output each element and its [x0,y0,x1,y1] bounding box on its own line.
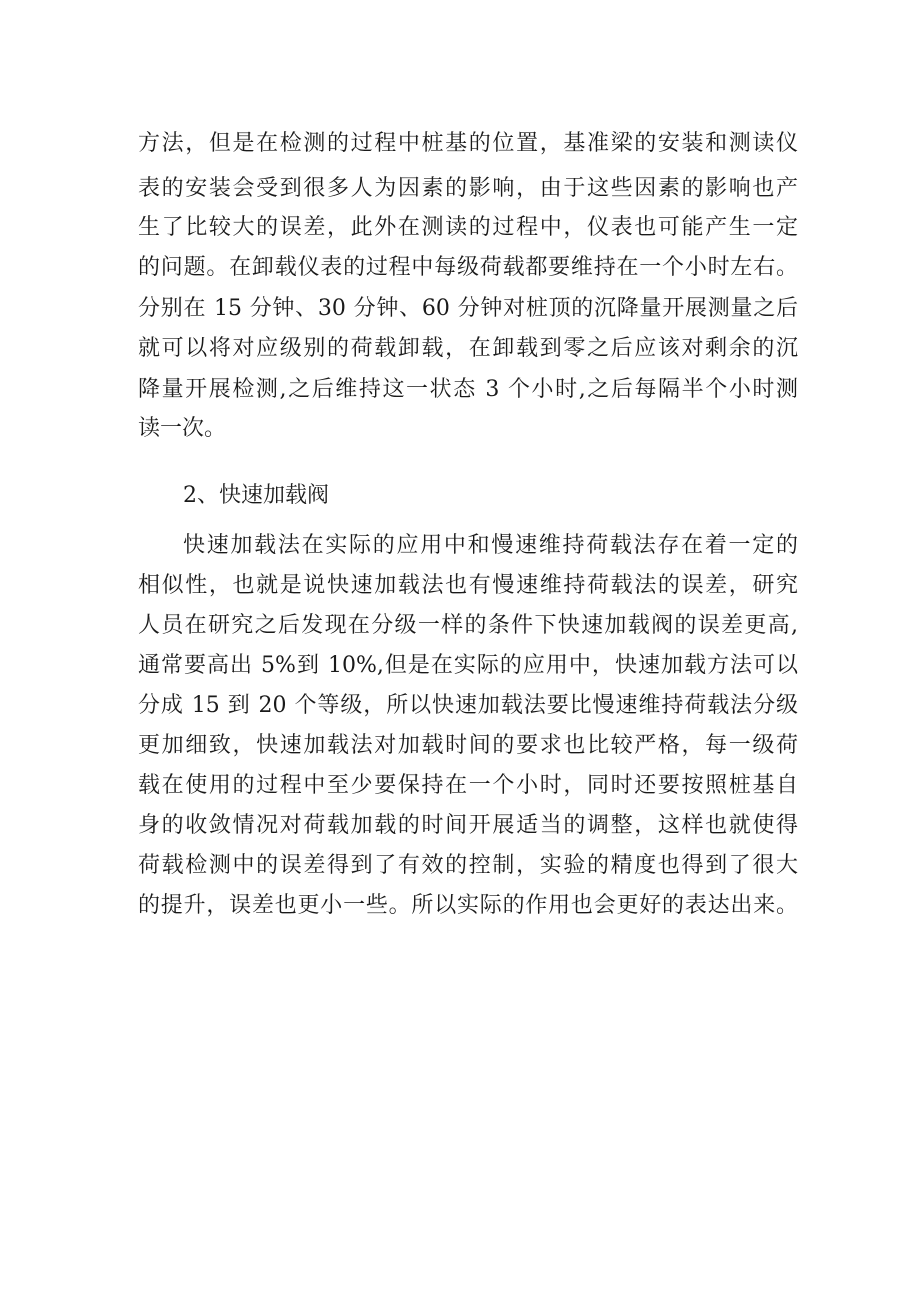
paragraph-line: 相似性，也就是说快速加载法也有慢速维持荷载法的误差，研究 [138,573,798,598]
paragraph-line: 快速加载法在实际的应用中和慢速维持荷载法存在着一定的 [183,533,798,558]
paragraph-line: 分成 15 到 20 个等级，所以快速加载法要比慢速维持荷载法分级 [138,693,798,718]
paragraph-line: 分别在 15 分钟、30 分钟、60 分钟对桩顶的沉降量开展测量之后 [138,296,798,321]
paragraph-line: 生了比较大的误差，此外在测读的过程中，仪表也可能产生一定 [138,215,798,240]
paragraph-line: 身的收敛情况对荷载加载的时间开展适当的调整，这样也就使得 [138,813,798,838]
paragraph-line: 就可以将对应级别的荷载卸载，在卸载到零之后应该对剩余的沉 [138,336,798,361]
paragraph-line: 降量开展检测,之后维持这一状态 3 个小时,之后每隔半个小时测 [138,377,798,402]
paragraph-line: 荷载检测中的误差得到了有效的控制，实验的精度也得到了很大 [138,853,798,878]
paragraph-line: 的问题。在卸载仪表的过程中每级荷载都要维持在一个小时左右。 [138,255,798,280]
paragraph-line: 载在使用的过程中至少要保持在一个小时，同时还要按照桩基自 [138,773,798,798]
paragraph-line: 人员在研究之后发现在分级一样的条件下快速加载阀的误差更高, [138,613,798,638]
paragraph-line: 通常要高出 5%到 10%,但是在实际的应用中，快速加载方法可以 [138,653,798,678]
paragraph-line: 的提升，误差也更小一些。所以实际的作用也会更好的表达出来。 [138,893,798,918]
paragraph-line: 表的安装会受到很多人为因素的影响，由于这些因素的影响也产 [138,176,798,201]
paragraph-line: 读一次。 [138,416,227,441]
paragraph-line: 更加细致，快速加载法对加载时间的要求也比较严格，每一级荷 [138,733,798,758]
section-heading: 2、快速加载阀 [183,483,329,508]
paragraph-line: 方法，但是在检测的过程中桩基的位置，基准梁的安装和测读仪 [138,131,798,156]
